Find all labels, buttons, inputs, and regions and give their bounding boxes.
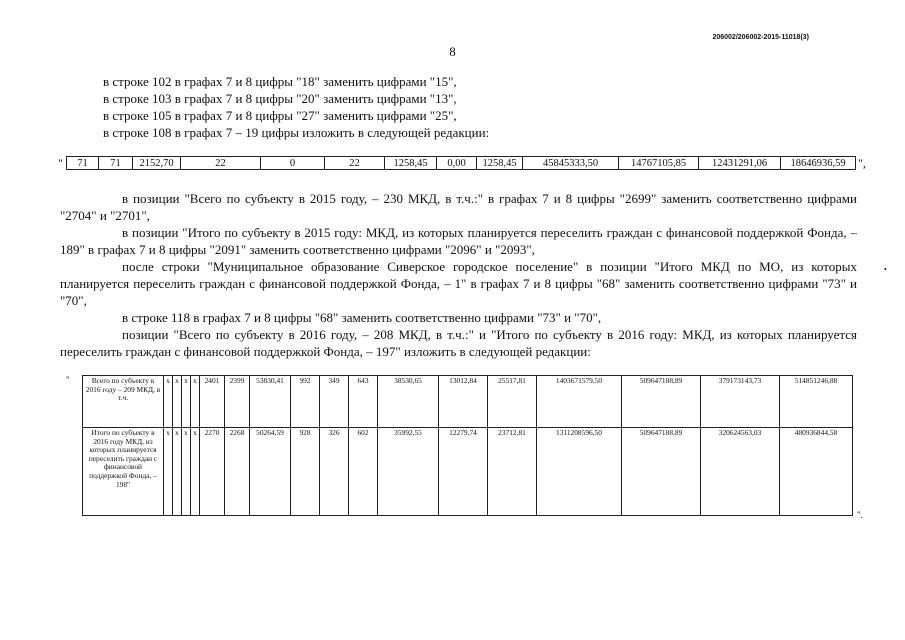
paragraph-row-118: в строке 118 в графах 7 и 8 цифры "68" заменить соответственно цифрами "73" и "70", (122, 310, 602, 325)
row-value: 320624563,03 (701, 428, 780, 516)
row108-cell: 1258,45 (476, 156, 522, 170)
row-value: 602 (349, 428, 378, 516)
row-value: 1311208596,50 (537, 428, 622, 516)
row108-cell: 2152,70 (132, 156, 180, 170)
row-value: 13012,84 (439, 376, 488, 428)
table-row (83, 428, 853, 516)
row-value: 2399 (225, 376, 250, 428)
row108-cell: 1258,45 (384, 156, 436, 170)
table-2016 (82, 375, 853, 516)
row-name: Итого по субъекту в 2016 году МКД, из которых планируется переселить граждан с финансовой поддержкой Фонда, – 198" (83, 428, 164, 516)
margin-mark: • (884, 265, 887, 274)
row-x: х (164, 376, 173, 428)
row-value: 326 (320, 428, 349, 516)
row-x: х (182, 428, 191, 516)
row-x: х (164, 428, 173, 516)
row-x: х (173, 376, 182, 428)
row-value: 50264,59 (250, 428, 291, 516)
row108-cell: 71 (98, 156, 132, 170)
row-value: 2401 (200, 376, 225, 428)
row-value: 38530,65 (378, 376, 439, 428)
row-value: 1403671579,50 (537, 376, 622, 428)
row-x: х (173, 428, 182, 516)
row-name: Всего по субъекту в 2016 году – 209 МКД, в т.ч. (83, 376, 164, 428)
table-row (83, 376, 853, 428)
row-value: 2268 (225, 428, 250, 516)
row108-cell: 22 (324, 156, 384, 170)
row108-cell: 45845333,50 (522, 156, 618, 170)
row-value: 25517,81 (488, 376, 537, 428)
row108-table (66, 156, 856, 170)
row-value: 480936844,58 (780, 428, 853, 516)
line-row-102: в строке 102 в графах 7 и 8 цифры "18" заменить цифрами "15", (103, 74, 457, 89)
row-value: 53830,41 (250, 376, 291, 428)
row-x: х (182, 376, 191, 428)
row108-close-quote: ", (858, 156, 866, 170)
paragraph-2015-total: в позиции "Всего по субъекту в 2015 году, – 230 МКД, в т.ч.:" в графах 7 и 8 цифры "2699" заменить соответственно цифрами "2704" и "2701", (60, 191, 857, 223)
line-row-103: в строке 103 в графах 7 и 8 цифры "20" заменить цифрами "13", (103, 91, 457, 106)
row-value: 992 (291, 376, 320, 428)
row108-cell: 14767105,85 (618, 156, 698, 170)
paragraph-2016: позиции "Всего по субъекту в 2016 году, – 208 МКД, в т.ч.:" и "Итого по субъекту в 2016 году: МКД, из которых планируется переселить граждан с финансовой поддержкой Фонда, – 197" изложить в следующей редакции: (60, 327, 857, 359)
row-value: 509647188,89 (622, 428, 701, 516)
row108-cell: 22 (180, 156, 260, 170)
paragraph-2015-itogo: в позиции "Итого по субъекту в 2015 году: МКД, из которых планируется переселить граждан с финансовой поддержкой Фонда, – 189" в графах 7 и 8 цифры "2091" заменить соответственно цифрами "2096" и "2093", (60, 225, 857, 257)
line-row-108: в строке 108 в графах 7 – 19 цифры изложить в следующей редакции: (103, 125, 490, 140)
line-row-105: в строке 105 в графах 7 и 8 цифры "27" заменить цифрами "25", (103, 108, 457, 123)
document-id: 206002/206002-2015-11018(3) (712, 34, 809, 41)
row-value: 379173143,73 (701, 376, 780, 428)
row108-cell: 18646936,59 (780, 156, 856, 170)
paragraph-siverskoe: после строки "Муниципальное образование Сиверское городское поселение" в позиции "Итого МКД по МО, из которых планируется переселить граждан с финансовой поддержкой Фонда, – 1" в графах 7 и 8 цифры "68" заменить соответственно цифрами "73" и "70", (60, 259, 857, 308)
row-value: 928 (291, 428, 320, 516)
row-x: х (191, 428, 200, 516)
row108-cell: 12431291,06 (698, 156, 780, 170)
row-value: 509647188,89 (622, 376, 701, 428)
row-value: 643 (349, 376, 378, 428)
row-value: 23712,81 (488, 428, 537, 516)
row-value: 35992,55 (378, 428, 439, 516)
row-value: 514851246,88 (780, 376, 853, 428)
row108-cell: 0,00 (436, 156, 476, 170)
row-value: 349 (320, 376, 349, 428)
row108-cell: 71 (66, 156, 98, 170)
row-value: 2270 (200, 428, 225, 516)
table2-open-quote: " (66, 375, 70, 385)
row-x: х (191, 376, 200, 428)
row-value: 12279,74 (439, 428, 488, 516)
table2-close-quote: ". (857, 510, 863, 520)
row108-cell: 0 (260, 156, 324, 170)
row108-open-quote: " (58, 156, 63, 170)
page-number: 8 (449, 44, 456, 59)
